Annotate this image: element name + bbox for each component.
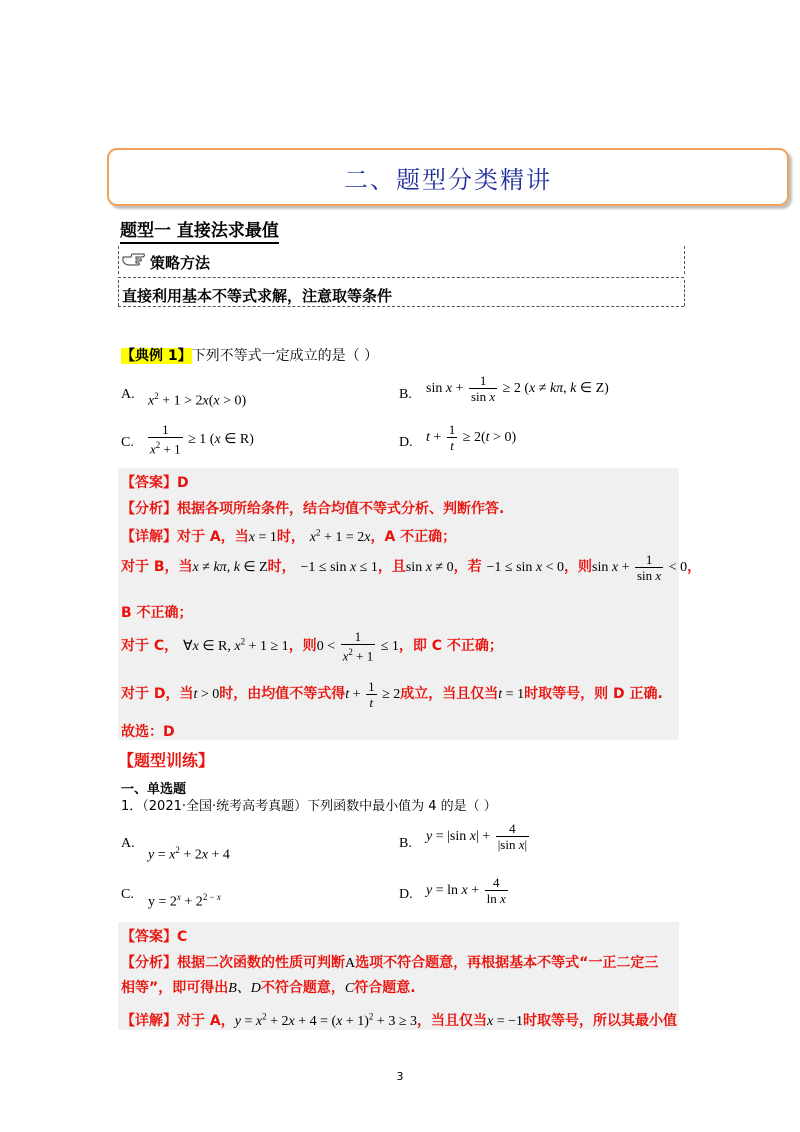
strategy-text-left-border xyxy=(118,280,119,306)
example-answer: 【答案】D xyxy=(121,475,189,491)
q1-answer: 【答案】C xyxy=(121,929,188,945)
example-option-a-expr: $x^2 + 1 > 2x(x > 0)$ xyxy=(148,391,247,409)
q1-option-b-label: B. xyxy=(399,836,412,851)
example-detail-b: 对于 B，当x ≠ kπ, k ∈ Z时， −1 ≤ sin x ≤ 1，且sin x ≠ 0，若 −1 ≤ sin x < 0，则sin x + $\frac{1}{\text{sin x}}$ < 0， xyxy=(121,552,702,583)
section-heading: 题型一 直接法求最值 xyxy=(120,216,279,244)
training-subheading: 一、单选题 xyxy=(121,782,187,797)
strategy-text: 直接利用基本不等式求解，注意取等条件 xyxy=(122,287,393,305)
example-option-c-expr: $\frac{1}{x^2 + 1}$ ≥ 1 (x ∈ R) xyxy=(150,422,254,457)
q1-option-c-label: C. xyxy=(121,887,134,902)
example-conclusion: 故选：D xyxy=(121,724,175,740)
q1-option-a-label: A. xyxy=(121,836,135,851)
q1-analysis-line2: 相等”，即可得出B、D不符合题意，C符合题意. xyxy=(121,980,416,996)
page-number: 3 xyxy=(396,1070,404,1083)
example-option-d-label: D. xyxy=(399,435,413,450)
strategy-label: 策略方法 xyxy=(150,254,211,272)
training-heading: 【题型训练】 xyxy=(118,751,215,770)
q1-option-d-label: D. xyxy=(399,887,413,902)
q1-option-d-expr: y = ln x + $\frac{4}{\text{ln x}}$ xyxy=(426,875,506,906)
q1-detail: 【详解】对于 A，$y = x^2 + 2x + 4 = (x + 1)^2 + 3 \ge 3$，当且仅当x = −1时取等号，所以其最小值 xyxy=(121,1011,678,1029)
example-detail-c: 对于 C， ∀x ∈ R, $x^2 + 1 \ge 1$，则0 < $\frac{1}{x^2 + 1}$ ≤ 1，即 C 不正确； xyxy=(121,629,503,664)
example-option-b-label: B. xyxy=(399,387,412,402)
example-option-c-label: C. xyxy=(121,435,134,450)
strategy-box-right-border xyxy=(684,246,685,274)
example-analysis: 【分析】根据各项所给条件，结合均值不等式分析、判断作答. xyxy=(121,501,505,517)
q1-option-a-expr: $y = x^2 + 2x + 4$ xyxy=(148,845,230,863)
page-title: 二、题型分类精讲 xyxy=(344,166,552,194)
example-detail-b-line2: B 不正确； xyxy=(121,605,193,621)
strategy-box-divider xyxy=(118,277,684,278)
question-1-stem: 1．（2021·全国·统考高考真题）下列函数中最小值为 4 的是（ ） xyxy=(121,799,497,814)
strategy-text-right-border xyxy=(684,280,685,306)
q1-analysis-line1: 【分析】根据二次函数的性质可判断A选项不符合题意，再根据基本不等式“一正二定三 xyxy=(121,955,659,971)
example-detail-d: 对于 D，当t > 0时，由均值不等式得t + $\frac{1}{t}$ ≥ 2成立，当且仅当t = 1时取等号，则 D 正确. xyxy=(121,679,663,710)
pointing-hand-icon xyxy=(122,251,146,271)
example-option-a-label: A. xyxy=(121,387,135,402)
example-stem-line xyxy=(121,345,378,365)
example-option-d-expr: t + $\frac{1}{t}$ ≥ 2(t > 0) xyxy=(426,422,517,453)
example-detail-a: 【详解】对于 A，当x = 1时， $x^2 + 1 = 2x$，A 不正确； xyxy=(121,527,457,545)
example-stem: 下列不等式一定成立的是（ ） xyxy=(191,348,379,364)
strategy-text-bottom-border xyxy=(118,306,684,307)
example-option-b-expr: sin x + $\frac{1}{\text{sin x}}$ ≥ 2 (x ≠ kπ, k ∈ Z) xyxy=(426,373,609,404)
strategy-box-left-border xyxy=(118,246,119,274)
example-tag: 【典例 1】 xyxy=(121,348,192,364)
q1-option-b-expr: y = |sin x| + $\frac{4}{\text{|sin x|}}$ xyxy=(426,821,528,852)
q1-option-c-expr: $y = 2^x + 2^{2 - x}$ xyxy=(148,892,221,910)
